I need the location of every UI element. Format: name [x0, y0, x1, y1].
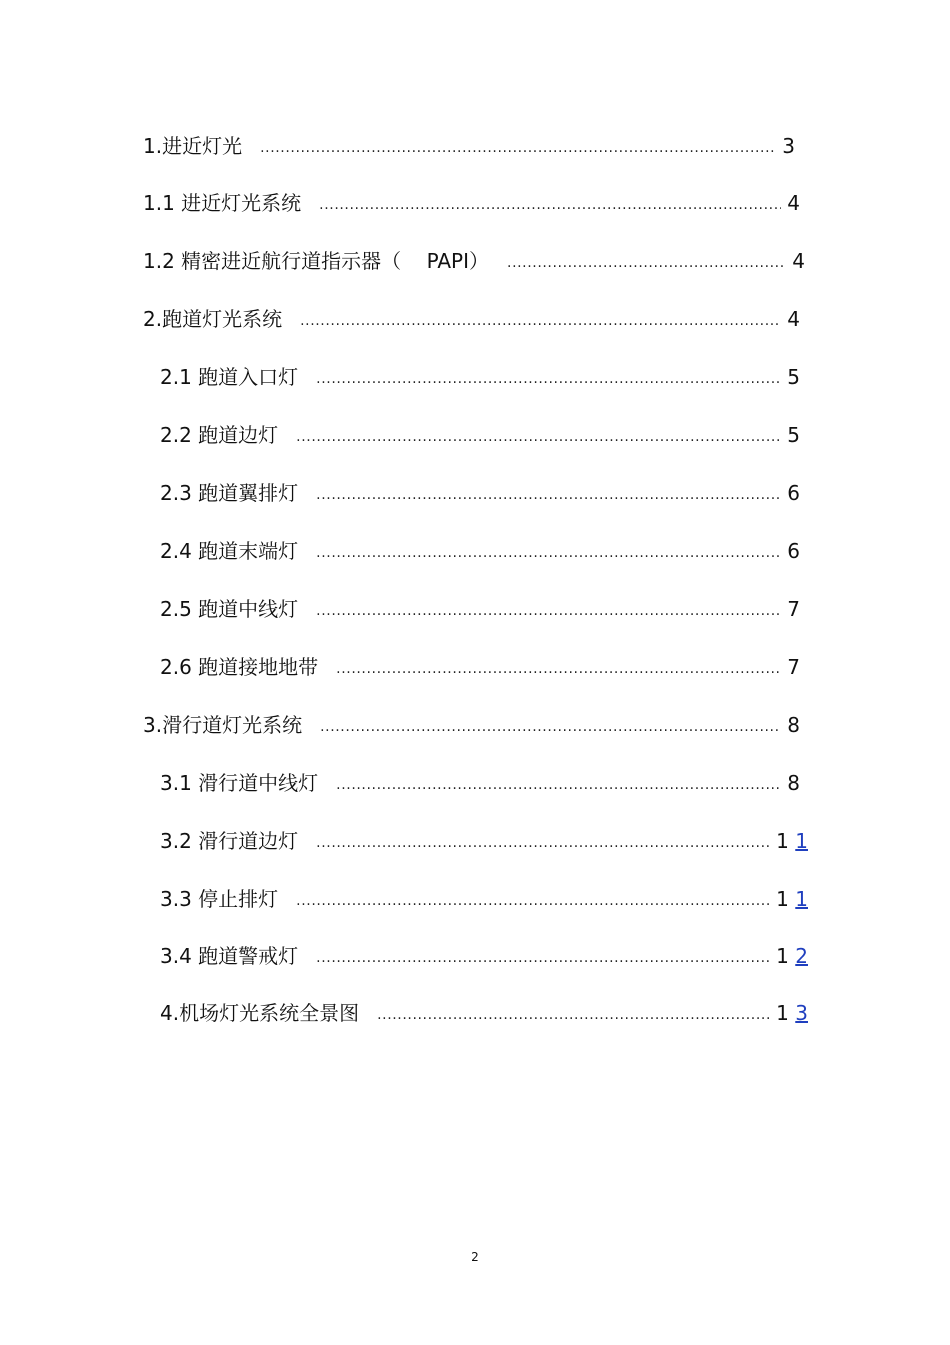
toc-entry-title: 3.滑行道灯光系统	[143, 713, 303, 737]
toc-entry[interactable]	[160, 941, 808, 971]
toc-entry[interactable]	[160, 826, 808, 856]
toc-entry-title: 2.5 跑道中线灯	[160, 597, 299, 621]
toc-entry[interactable]	[143, 246, 805, 276]
page-link[interactable]: 1	[795, 887, 808, 911]
toc-entry-title: 1.进近灯光	[143, 134, 243, 158]
toc-entry-page: 4	[792, 249, 805, 273]
page-link[interactable]: 2	[795, 944, 808, 968]
toc-dot-leader	[298, 596, 781, 626]
toc-dot-leader	[282, 306, 781, 336]
toc-entry-page: 5	[787, 365, 800, 389]
toc-entry-title: 1.1 进近灯光系统	[143, 191, 302, 215]
toc-entry-title: 3.1 滑行道中线灯	[160, 771, 319, 795]
toc-entry[interactable]	[160, 478, 800, 508]
toc-entry-title: 3.2 滑行道边灯	[160, 829, 299, 853]
toc-entry-page: 6	[787, 481, 800, 505]
toc-dot-leader	[298, 828, 770, 858]
toc-dot-leader	[242, 133, 776, 163]
toc-entry-title: 2.4 跑道末端灯	[160, 539, 299, 563]
page-link[interactable]: 1	[795, 829, 808, 853]
toc-entry-title: 3.4 跑道警戒灯	[160, 944, 299, 968]
toc-entry[interactable]	[160, 998, 808, 1028]
toc-entry-page: 1 3	[776, 1001, 808, 1025]
toc-entry-page: 8	[787, 771, 800, 795]
toc-entry-page: 7	[787, 597, 800, 621]
toc-entry-title: 3.3 停止排灯	[160, 887, 279, 911]
toc-entry-page: 6	[787, 539, 800, 563]
toc-entry[interactable]	[143, 131, 795, 161]
toc-entry[interactable]	[160, 420, 800, 450]
toc-entry[interactable]	[160, 536, 800, 566]
toc-dot-leader	[298, 480, 781, 510]
toc-entry-page: 5	[787, 423, 800, 447]
toc-entry-page: 1 1	[776, 887, 808, 911]
toc-dot-leader	[489, 248, 786, 278]
toc-dot-leader	[298, 364, 781, 394]
toc-entry[interactable]	[160, 768, 800, 798]
toc-entry-title: 2.3 跑道翼排灯	[160, 481, 299, 505]
toc-entry-page: 3	[782, 134, 795, 158]
toc-entry-page: 1 2	[776, 944, 808, 968]
toc-entry-page: 8	[787, 713, 800, 737]
toc-entry[interactable]	[160, 884, 808, 914]
page-link[interactable]: 3	[795, 1001, 808, 1025]
toc-dot-leader	[278, 422, 781, 452]
toc-entry-title: 2.跑道灯光系统	[143, 307, 283, 331]
toc-entry-page: 1 1	[776, 829, 808, 853]
toc-entry-page: 4	[787, 191, 800, 215]
toc-entry[interactable]	[143, 304, 800, 334]
toc-entry-title: 2.2 跑道边灯	[160, 423, 279, 447]
toc-entry-title: 1.2 精密进近航行道指示器（ PAPI）	[143, 249, 490, 273]
toc-dot-leader	[298, 538, 781, 568]
toc-entry-page: 7	[787, 655, 800, 679]
toc-dot-leader	[318, 770, 781, 800]
toc-dot-leader	[302, 712, 781, 742]
toc-entry-title: 2.6 跑道接地地带	[160, 655, 319, 679]
toc-entry-page: 4	[787, 307, 800, 331]
toc-dot-leader	[318, 654, 781, 684]
toc-entry[interactable]	[160, 652, 800, 682]
page-number: 2	[471, 1250, 479, 1264]
toc-entry[interactable]	[160, 362, 800, 392]
toc-entry-title: 2.1 跑道入口灯	[160, 365, 299, 389]
toc-dot-leader	[359, 1000, 770, 1030]
toc-entry[interactable]	[160, 594, 800, 624]
toc-dot-leader	[278, 886, 770, 916]
toc-entry-title: 4.机场灯光系统全景图	[160, 1001, 360, 1025]
toc-entry[interactable]	[143, 188, 800, 218]
toc-entry[interactable]	[143, 710, 800, 740]
toc-dot-leader	[298, 943, 770, 973]
toc-dot-leader	[301, 190, 781, 220]
